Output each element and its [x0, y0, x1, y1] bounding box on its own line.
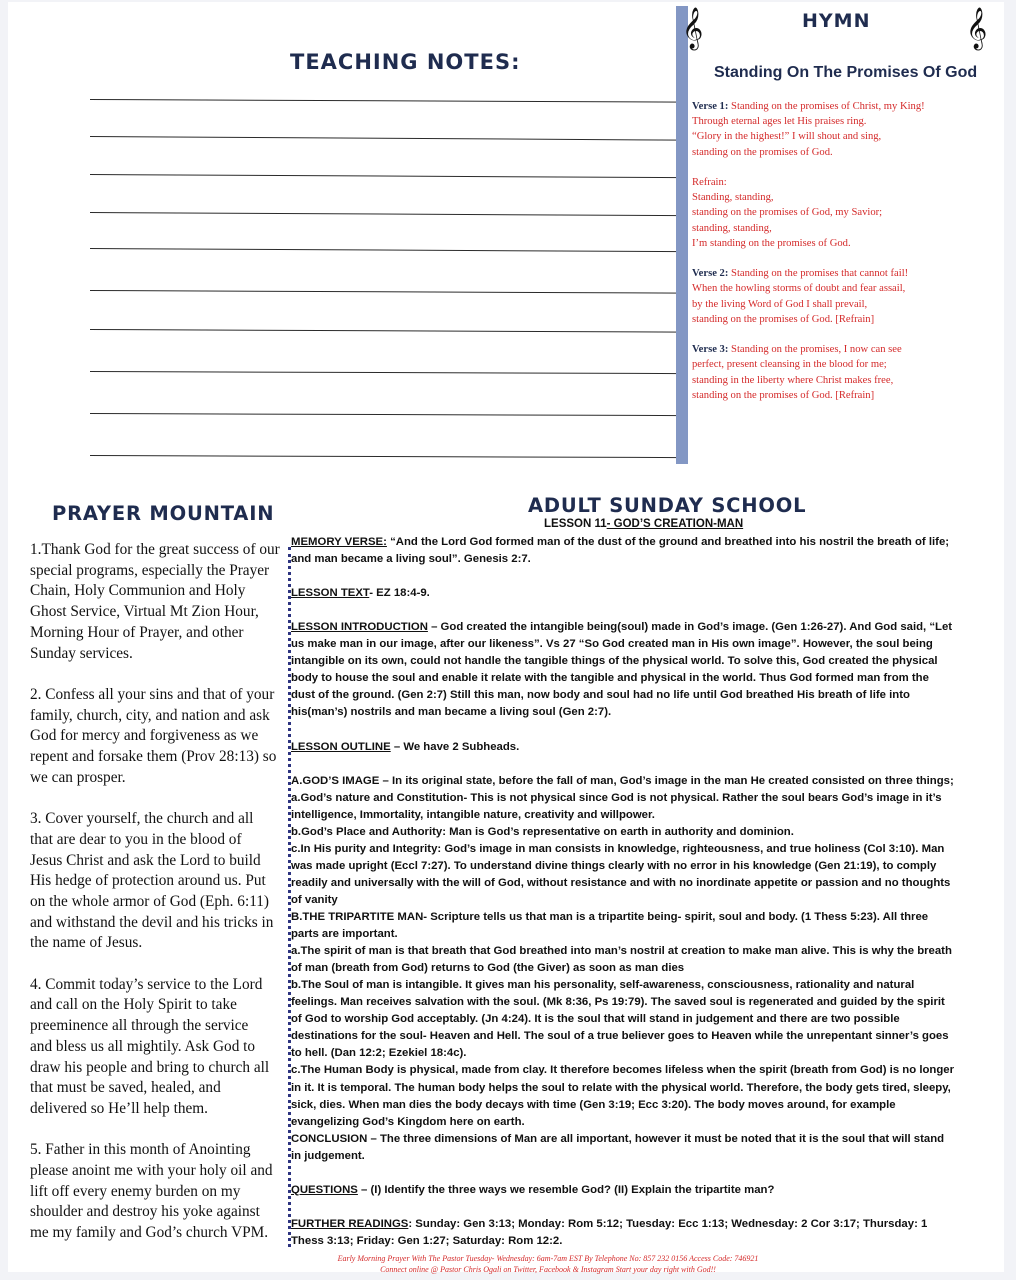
lesson-text: feelings. Man receives salvation with the soul. (Mk 8:36, Ps 19:79). The saved soul is regenerated and guided by the spirit [291, 996, 945, 1009]
hymn-divider-bar [676, 6, 688, 464]
hymn-line [692, 312, 992, 327]
lesson-line [291, 1148, 1009, 1165]
prayer-line: that are dear to you in the blood of [30, 830, 242, 848]
lesson-text: – God created the intangible being(soul) made in God’s image. (Gen 1:26-27). And God said, “Let [427, 621, 953, 634]
prayer-list [30, 540, 288, 1265]
lesson-line [291, 619, 1009, 636]
hymn-line [692, 342, 992, 357]
lyric-text: by the living Word of God I shall prevail, [692, 298, 868, 310]
lesson-text: – We have 2 Subheads. [390, 740, 520, 753]
lyric-text: standing on the promises of God. [692, 146, 833, 158]
hymn-line [692, 266, 992, 281]
lesson-line [291, 790, 1009, 807]
blank-line [291, 756, 1011, 773]
section-label: QUESTIONS [291, 1183, 358, 1196]
lesson-line [291, 687, 1009, 704]
prayer-line: and withstand the devil and his tricks in [30, 913, 274, 931]
lesson-line [291, 977, 1009, 994]
prayer-item [30, 540, 288, 664]
hymn-line [692, 236, 992, 251]
lesson-text: in it. It is temporal. The human body helps the soul to relate with the physical world. Therefore, the body gets tired, sleepy, [291, 1081, 951, 1094]
lesson-text: CONCLUSION – The three dimensions of Man are all important, however it must be noted that it is the soul that will stand [291, 1132, 945, 1145]
hymn-line [692, 114, 992, 129]
lesson-line [291, 704, 1009, 721]
note-line [90, 413, 685, 416]
hymn-heading: HYMN [802, 10, 871, 32]
lesson-text: b.God’s Place and Authority: Man is God’s representative on earth in authority and dominion. [291, 825, 794, 838]
prayer-item [30, 1140, 288, 1244]
hymn-line [692, 221, 992, 236]
prayer-line: we can prosper. [30, 768, 126, 786]
lesson-line [291, 773, 1009, 790]
prayer-line: family, church, city, and nation and ask [30, 706, 270, 724]
lesson-line [291, 943, 1009, 960]
note-line [90, 136, 685, 141]
hymn-line [692, 388, 992, 403]
lesson-text: us make man in our image, after our likeness”. Vs 27 “So God created man in His own image”. However, the soul being [291, 638, 933, 651]
lesson-line [291, 1233, 1009, 1250]
lesson-line [291, 534, 1009, 551]
lesson-line [291, 1062, 1009, 1079]
lesson-line [291, 926, 1009, 943]
prayer-line: delivered so He’ll help them. [30, 1099, 208, 1117]
hymn-stanza [692, 175, 992, 251]
hymn-line [692, 145, 992, 160]
prayer-line: and bless us all mightily. Ask God to [30, 1037, 256, 1055]
lesson-line [291, 841, 1009, 858]
prayer-line: Sunday services. [30, 644, 133, 662]
prayer-line: that must be saved, healed, and [30, 1079, 221, 1097]
lesson-line [291, 1097, 1009, 1114]
lesson-text: b.The Soul of man is intangible. It gives man his personality, self-awareness, consciousness, rationality and natural [291, 979, 915, 992]
prayer-line: and call on the Holy Spirit to take [30, 996, 237, 1014]
verse-label: Verse 1: [692, 101, 729, 112]
lyric-text: perfect, present cleansing in the blood for me; [692, 359, 887, 371]
lyric-text: Standing on the promises of Christ, my King! [731, 101, 925, 112]
note-line [90, 290, 685, 294]
hymn-line [692, 99, 992, 114]
lesson-line [291, 892, 1009, 909]
lyric-text: Standing, standing, [692, 192, 774, 204]
lesson-line [291, 1011, 1009, 1028]
prayer-line: repent and forsake them (Prov 28:13) so [30, 748, 277, 766]
lyric-text: standing, standing, [692, 222, 772, 234]
lesson-line [291, 960, 1009, 977]
blank-line [291, 568, 1011, 585]
lesson-text: a.God’s nature and Constitution- This is not physical since God is not physical. Rather the soul bears God’s image in it’s [291, 791, 942, 804]
prayer-line: Chain, Holy Communion and Holy [30, 582, 246, 600]
lesson-text: – (I) Identify the three ways we resemble God? (II) Explain the tripartite man? [357, 1183, 775, 1196]
note-line [90, 99, 685, 103]
bulletin-page [8, 2, 1004, 1272]
prayer-line: Ghost Service, Virtual Mt Zion Hour, [30, 603, 259, 621]
lyric-text: “Glory in the highest!” I will shout and sing, [692, 131, 882, 143]
lyric-text: When the howling storms of doubt and fear assail, [692, 283, 906, 295]
lesson-text: A.GOD’S IMAGE – In its original state, before the fall of man, God’s image in the man He created consisted on three things; [291, 774, 954, 787]
lesson-text: was made upright (Eccl 7:27). To understand divine things clearly with no error in his knowledge (Gen 21:19), to comply [291, 859, 937, 872]
lesson-line [291, 636, 1009, 653]
lesson-text: dust of the ground. (Gen 2:7) Still this man, now body and soul had no life until God breathed His breath of life into [291, 689, 910, 702]
prayer-item [30, 809, 288, 954]
hymn-line [692, 129, 992, 144]
section-label: FURTHER READINGS [291, 1217, 409, 1230]
section-label: LESSON OUTLINE [291, 740, 391, 753]
blank-line [291, 602, 1011, 619]
prayer-line: on the whole armor of God (Eph. 6:11) [30, 892, 270, 910]
lesson-number: LESSON 11 [544, 518, 607, 530]
lyric-text: standing on the promises of God. [Refrain] [692, 313, 875, 325]
note-line [90, 371, 685, 374]
hymn-title: Standing On The Promises Of God [714, 64, 978, 81]
lesson-text: Thess 3:13; Friday: Gen 1:27; Saturday: Rom 12:2. [291, 1234, 563, 1247]
lyric-text: standing on the promises of God. [Refrain] [692, 389, 875, 401]
lesson-text: evangelizing God’s Kingdom here on earth. [291, 1115, 525, 1128]
prayer-mountain-title: PRAYER MOUNTAIN [52, 502, 275, 525]
hymn-stanza [692, 342, 992, 403]
lesson-text: of man (breath from God) returns to God (the Giver) as soon as man dies [291, 962, 685, 975]
lyric-text: Standing on the promises that cannot fail! [731, 268, 909, 280]
lesson-line [291, 1114, 1009, 1131]
note-line [90, 212, 685, 216]
blank-line [291, 1165, 1011, 1182]
prayer-line: 2. Confess all your sins and that of your [30, 685, 275, 703]
prayer-line: Morning Hour of Prayer, and other [30, 623, 244, 641]
lesson-line [291, 875, 1009, 892]
treble-clef-icon: 𝄞 [682, 8, 704, 49]
hymn-line [692, 373, 992, 388]
lesson-text: in judgement. [291, 1149, 365, 1162]
lesson-text: destinations for the soul- Heaven and Hell. The soul of a true believer goes to Heaven while the unrepentant sinner’s goes [291, 1030, 949, 1043]
lesson-line [291, 1028, 1009, 1045]
footer [168, 1253, 928, 1275]
prayer-line: 3. Cover yourself, the church and all [30, 810, 254, 828]
lesson-text: intangible on its own, could not handle the tangible things of the physical world. To solve this, God created the physical [291, 655, 938, 668]
lesson-line [291, 739, 1009, 756]
footer-connect-line: Connect online @ Pastor Chris Ogali on Twitter, Facebook & Instagram Start your day right with God!! [380, 1265, 716, 1274]
lesson-text: and man became a living soul”. Genesis 2:7. [291, 553, 531, 566]
lesson-text: a.The spirit of man is that breath that God breathed into man’s nostril at creation to make man alive. This is why the breath [291, 945, 952, 958]
lesson-topic: - GOD’S CREATION-MAN [606, 518, 744, 530]
lesson-line [291, 858, 1009, 875]
lesson-line [291, 653, 1009, 670]
prayer-line: 5. Father in this month of Anointing [30, 1141, 251, 1159]
lyric-text: I’m standing on the promises of God. [692, 237, 851, 249]
lesson-line [291, 1182, 1009, 1199]
lesson-text: body to house the soul and enable it relate with the tangible and physical in the world. Thus God formed man from the [291, 672, 929, 685]
lyric-text: Through eternal ages let His praises ring. [692, 116, 867, 128]
prayer-line: draw his people and bring to church all [30, 1058, 270, 1076]
hymn-line [692, 357, 992, 372]
hymn-line [692, 175, 992, 190]
prayer-line: special programs, especially the Prayer [30, 561, 270, 579]
lesson-line [291, 1080, 1009, 1097]
section-label: LESSON TEXT [291, 587, 370, 600]
lesson-line [291, 1045, 1009, 1062]
lyric-text: Standing on the promises, I now can see [731, 344, 902, 356]
teaching-notes-title: TEACHING NOTES: [290, 50, 521, 74]
lesson-text: of vanity [291, 893, 338, 906]
lesson-line [291, 1216, 1009, 1233]
lesson-text: parts are important. [291, 928, 398, 941]
prayer-item [30, 975, 288, 1120]
prayer-line: God for mercy and forgiveness as we [30, 727, 259, 745]
lyric-text: standing on the promises of God, my Savior; [692, 207, 883, 219]
sunday-school-title: ADULT SUNDAY SCHOOL [528, 494, 807, 517]
prayer-line: please anoint me with your holy oil and [30, 1162, 273, 1180]
prayer-line: His hedge of protection around us. Put [30, 872, 266, 890]
lesson-line [291, 909, 1009, 926]
footer-prayer-line: Early Morning Prayer With The Pastor Tuesday- Wednesday: 6am-7am EST By Telephone No: 857 232 0156 Access Code: 746921 [337, 1254, 759, 1263]
note-line [90, 248, 685, 252]
lesson-text: c.In His purity and Integrity: God’s image in man consists in knowledge, righteousness, and true holiness (Col 3:10). Man [291, 842, 945, 855]
hymn-line [692, 297, 992, 312]
lesson-line [291, 670, 1009, 687]
lesson-text: “And the Lord God formed man of the dust of the ground and breathed into his nostril the breath of life; [386, 536, 950, 548]
lesson-text: : Sunday: Gen 3:13; Monday: Rom 5:12; Tuesday: Ecc 1:13; Wednesday: 2 Cor 3:17; Thursday: 1 [408, 1217, 928, 1230]
hymn-line [692, 205, 992, 220]
prayer-line: 1.Thank God for the great success of our [30, 541, 280, 558]
lesson-text: of God to worship God acceptably. (Jn 4:24). It is the soul that will stand in judgement and there are two possible [291, 1013, 900, 1026]
verse-label: Verse 2: [692, 268, 729, 280]
prayer-item [30, 685, 288, 789]
hymn-line [692, 281, 992, 296]
lesson-subtitle [544, 518, 743, 530]
blank-line [291, 722, 1011, 739]
treble-clef-icon: 𝄞 [966, 8, 988, 49]
prayer-line: preeminence all through the service [30, 1017, 249, 1035]
hymn-stanza [692, 266, 992, 327]
lesson-line [291, 551, 1009, 568]
lesson-text: his(man’s) nostrils and man became a living soul (Gen 2:7). [291, 706, 612, 719]
note-line [90, 174, 685, 178]
lesson-text: intelligence, Immortality, intangible nature, creativity and willpower. [291, 808, 655, 821]
lesson-text: B.THE TRIPARTITE MAN- Scripture tells us that man is a tripartite being- spirit, soul and body. (1 Thess 5:23). All three [291, 911, 929, 924]
blank-line [291, 1199, 1011, 1216]
lesson-line [291, 1131, 1009, 1148]
prayer-line: shoulder and destroy his yoke against [30, 1203, 260, 1221]
prayer-line: me my family and God’s church VPM. [30, 1224, 269, 1242]
hymn-stanza [692, 99, 992, 160]
lesson-line [291, 807, 1009, 824]
prayer-line: 4. Commit today’s service to the Lord [30, 975, 263, 993]
lesson-text: sick, dies. When man dies the body decays with time (Gen 3:19; Ecc 3:20). The body moves around, for example [291, 1098, 896, 1111]
lesson-line [291, 824, 1009, 841]
section-label: MEMORY VERSE: [291, 536, 387, 548]
hymn-line [692, 190, 992, 205]
prayer-line: the name of Jesus. [30, 934, 143, 952]
lesson-body [291, 534, 1011, 1250]
hymn-lyrics [692, 99, 992, 418]
lesson-text: c.The Human Body is physical, made from clay. It therefore becomes lifeless when the spirit (breath from God) is no longer [291, 1064, 955, 1077]
note-line [90, 455, 685, 458]
lyric-text: Refrain: [692, 177, 727, 188]
lesson-text: to hell. (Dan 12:2; Ezekiel 18:4c). [291, 1047, 467, 1060]
lesson-text: - EZ 18:4-9. [369, 587, 430, 600]
note-line [90, 329, 685, 333]
lesson-line [291, 994, 1009, 1011]
verse-label: Verse 3: [692, 344, 729, 356]
lesson-text: readily and universally with the will of God, without resistance and with no inordinate appetite or passion and no thoughts [291, 876, 951, 889]
prayer-line: Jesus Christ and ask the Lord to build [30, 851, 261, 869]
section-label: LESSON INTRODUCTION [291, 621, 428, 634]
prayer-line: lift off every enemy burden on my [30, 1182, 241, 1200]
lesson-line [291, 585, 1009, 602]
lyric-text: standing in the liberty where Christ makes free, [692, 374, 894, 386]
